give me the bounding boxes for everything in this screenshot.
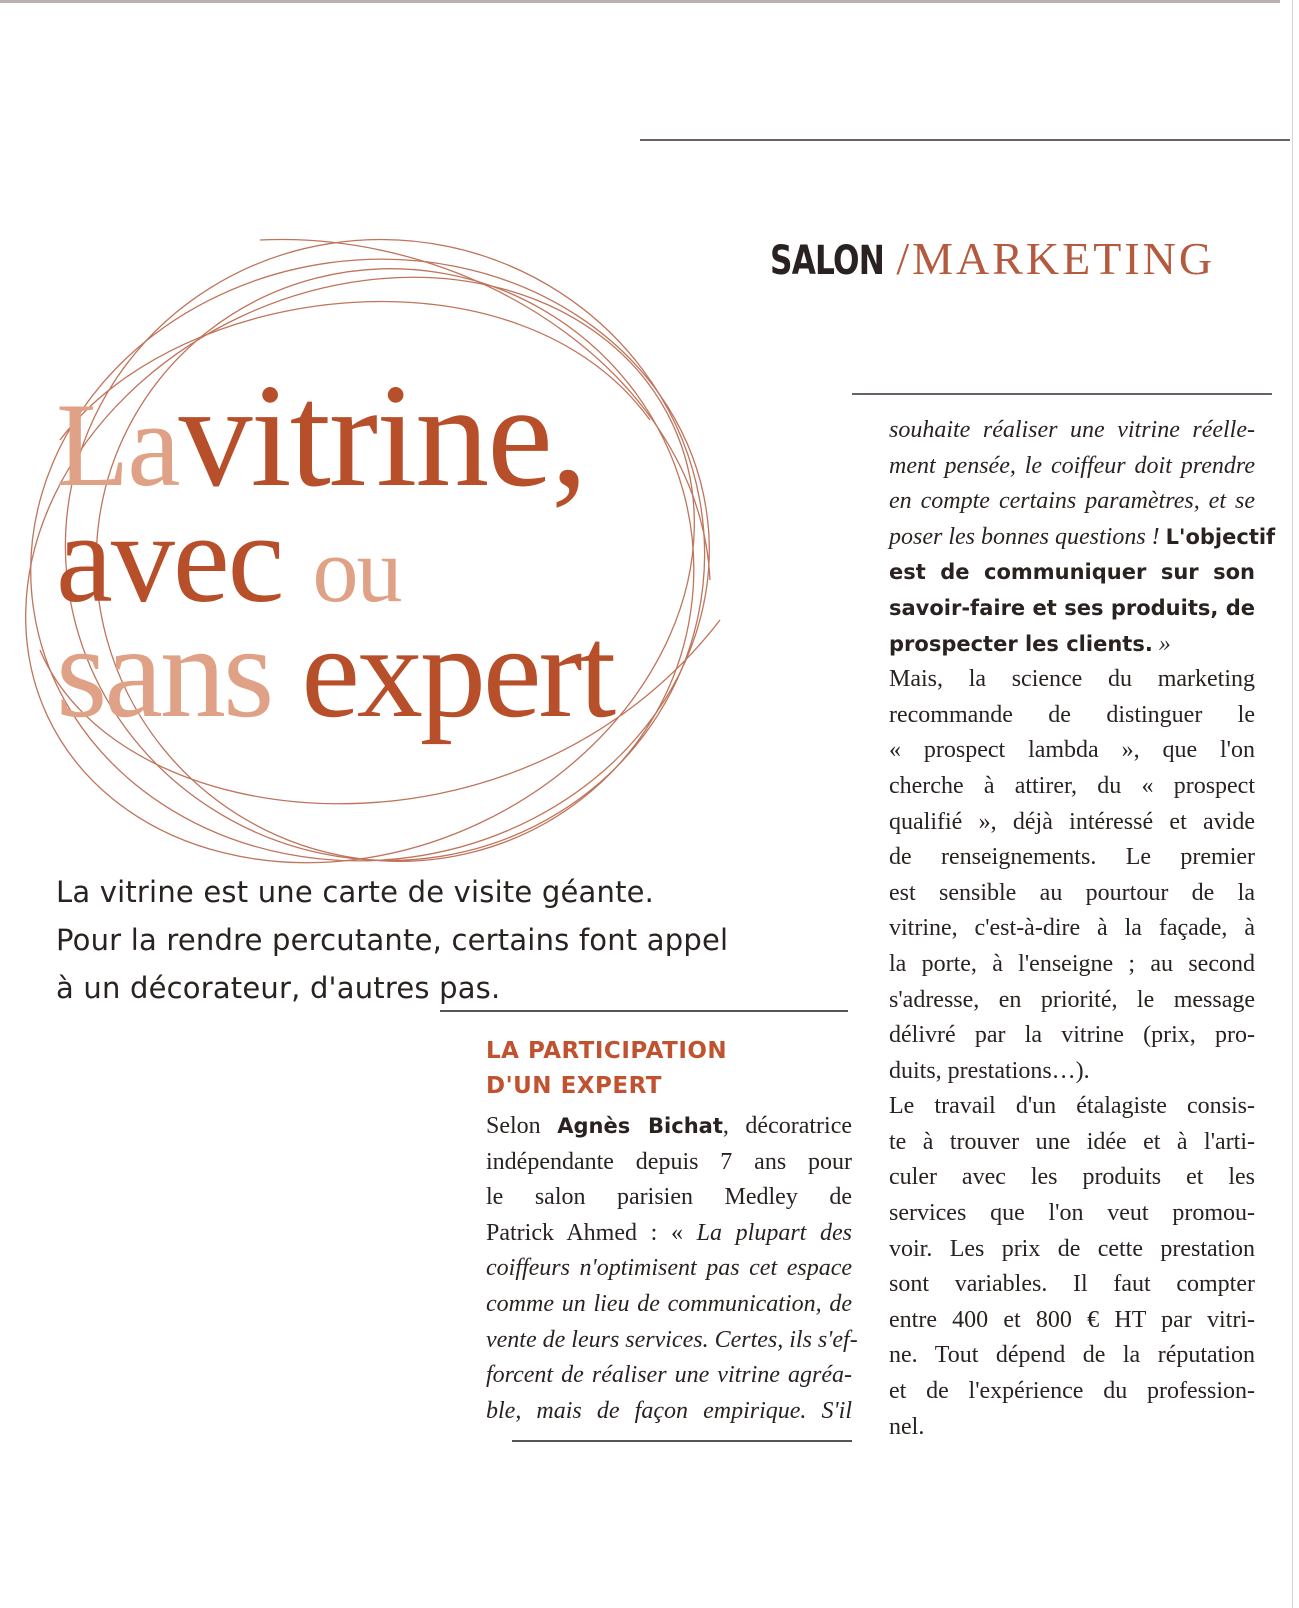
left-column-bottom-rule <box>512 1440 852 1442</box>
text-line: souhaite réaliser une vitrine réelle- <box>889 417 1255 443</box>
text-line: voir. Les prix de cette prestation <box>889 1235 1255 1262</box>
text-line: en compte certains paramètres, et se <box>889 488 1255 515</box>
section-label: SALON <box>770 238 885 284</box>
text-line: « prospect lambda », que l'on <box>889 737 1255 764</box>
subhead-top-rule <box>440 1010 848 1012</box>
intro-text <box>56 868 846 1012</box>
text-line: services que l'on veut promou- <box>889 1200 1255 1227</box>
left-column <box>486 1109 858 1429</box>
headline-word: ou <box>312 519 401 621</box>
text-line: et de l'expérience du profession- <box>889 1378 1255 1405</box>
subhead-line: D'UN EXPERT <box>486 1073 662 1099</box>
text-line: sont variables. Il faut compter <box>889 1271 1255 1298</box>
text-line <box>889 627 1255 663</box>
intro-line: à un décorateur, d'autres pas. <box>56 971 501 1005</box>
section-rubric: MARKETING <box>912 233 1216 284</box>
text-line: ment pensée, le coiffeur doit prendre <box>889 452 1255 479</box>
text-line: nel. <box>889 1413 925 1440</box>
text-line: entre 400 et 800 € HT par vitri- <box>889 1306 1255 1333</box>
subhead <box>486 1034 856 1104</box>
text-line: ble, mais de façon empirique. S'il <box>486 1397 852 1424</box>
text-line: qualifié », déjà intéressé et avide <box>889 808 1255 835</box>
intro-line: Pour la rendre percutante, certains font appel <box>56 923 729 957</box>
bold-span: L'objectif <box>1165 524 1276 549</box>
text-line: délivré par la vitrine (prix, pro- <box>889 1022 1255 1049</box>
text-line: le salon parisien Medley de <box>486 1184 852 1211</box>
text-line: forcent de réaliser une vitrine agréa- <box>486 1362 852 1389</box>
headline <box>56 354 836 745</box>
text-line: de renseignements. Le premier <box>889 844 1255 871</box>
headline-word: vitrine, <box>178 354 586 518</box>
text-span: Patrick Ahmed : « <box>486 1219 697 1246</box>
text-line: coiffeurs n'optimisent pas cet espace <box>486 1255 852 1282</box>
headline-word: sans <box>56 598 272 745</box>
headline-word: La <box>56 378 179 511</box>
top-edge-line <box>0 0 1280 3</box>
headline-word: expert <box>301 598 614 745</box>
section-separator: / <box>896 233 913 284</box>
top-right-rule <box>640 139 1290 141</box>
text-line: est de communiquer sur son <box>889 560 1255 585</box>
text-line: culer avec les produits et les <box>889 1164 1255 1191</box>
text-line <box>486 1109 852 1145</box>
text-line: cherche à attirer, du « prospect <box>889 772 1255 799</box>
quote-span: poser les bonnes questions ! <box>889 523 1166 550</box>
text-line: vente de leurs services. Certes, ils s'ef- <box>486 1326 858 1353</box>
right-column-top-rule <box>852 393 1272 395</box>
right-column <box>889 413 1276 1445</box>
text-line: comme un lieu de communication, de <box>486 1290 852 1317</box>
bold-span: prospecter les clients. <box>889 631 1153 656</box>
person-name: Agnès Bichat <box>557 1114 723 1138</box>
headline-line-3 <box>56 598 836 745</box>
text-line: est sensible au pourtour de la <box>889 879 1255 906</box>
text-line: vitrine, c'est-à-dire à la façade, à <box>889 915 1255 942</box>
intro-line: La vitrine est une carte de visite géante. <box>56 875 655 909</box>
text-line <box>486 1216 852 1252</box>
text-line: savoir-faire et ses produits, de <box>889 595 1255 620</box>
quote-span: » <box>1152 630 1171 657</box>
subhead-line: LA PARTICIPATION <box>486 1038 728 1064</box>
text-line: la porte, à l'enseigne ; au second <box>889 950 1255 977</box>
text-line <box>889 520 1276 556</box>
text-span: Selon <box>486 1113 558 1139</box>
text-line: recommande de distinguer le <box>889 701 1255 728</box>
text-line: ne. Tout dépend de la réputation <box>889 1342 1255 1369</box>
right-page-edge <box>1292 0 1293 1608</box>
text-line: Mais, la science du marketing <box>889 666 1255 693</box>
text-line: indépendante depuis 7 ans pour <box>486 1148 852 1175</box>
text-line: s'adresse, en priorité, le message <box>889 986 1255 1013</box>
section-header <box>770 232 1215 285</box>
headline-word: avec <box>56 487 283 629</box>
quote-span: La plupart des <box>696 1219 853 1246</box>
text-line: duits, prestations…). <box>889 1057 1090 1084</box>
text-span: , décoratrice <box>722 1113 852 1139</box>
text-line: Le travail d'un étalagiste consis- <box>889 1093 1255 1120</box>
text-line: te à trouver une idée et à l'arti- <box>889 1128 1255 1155</box>
